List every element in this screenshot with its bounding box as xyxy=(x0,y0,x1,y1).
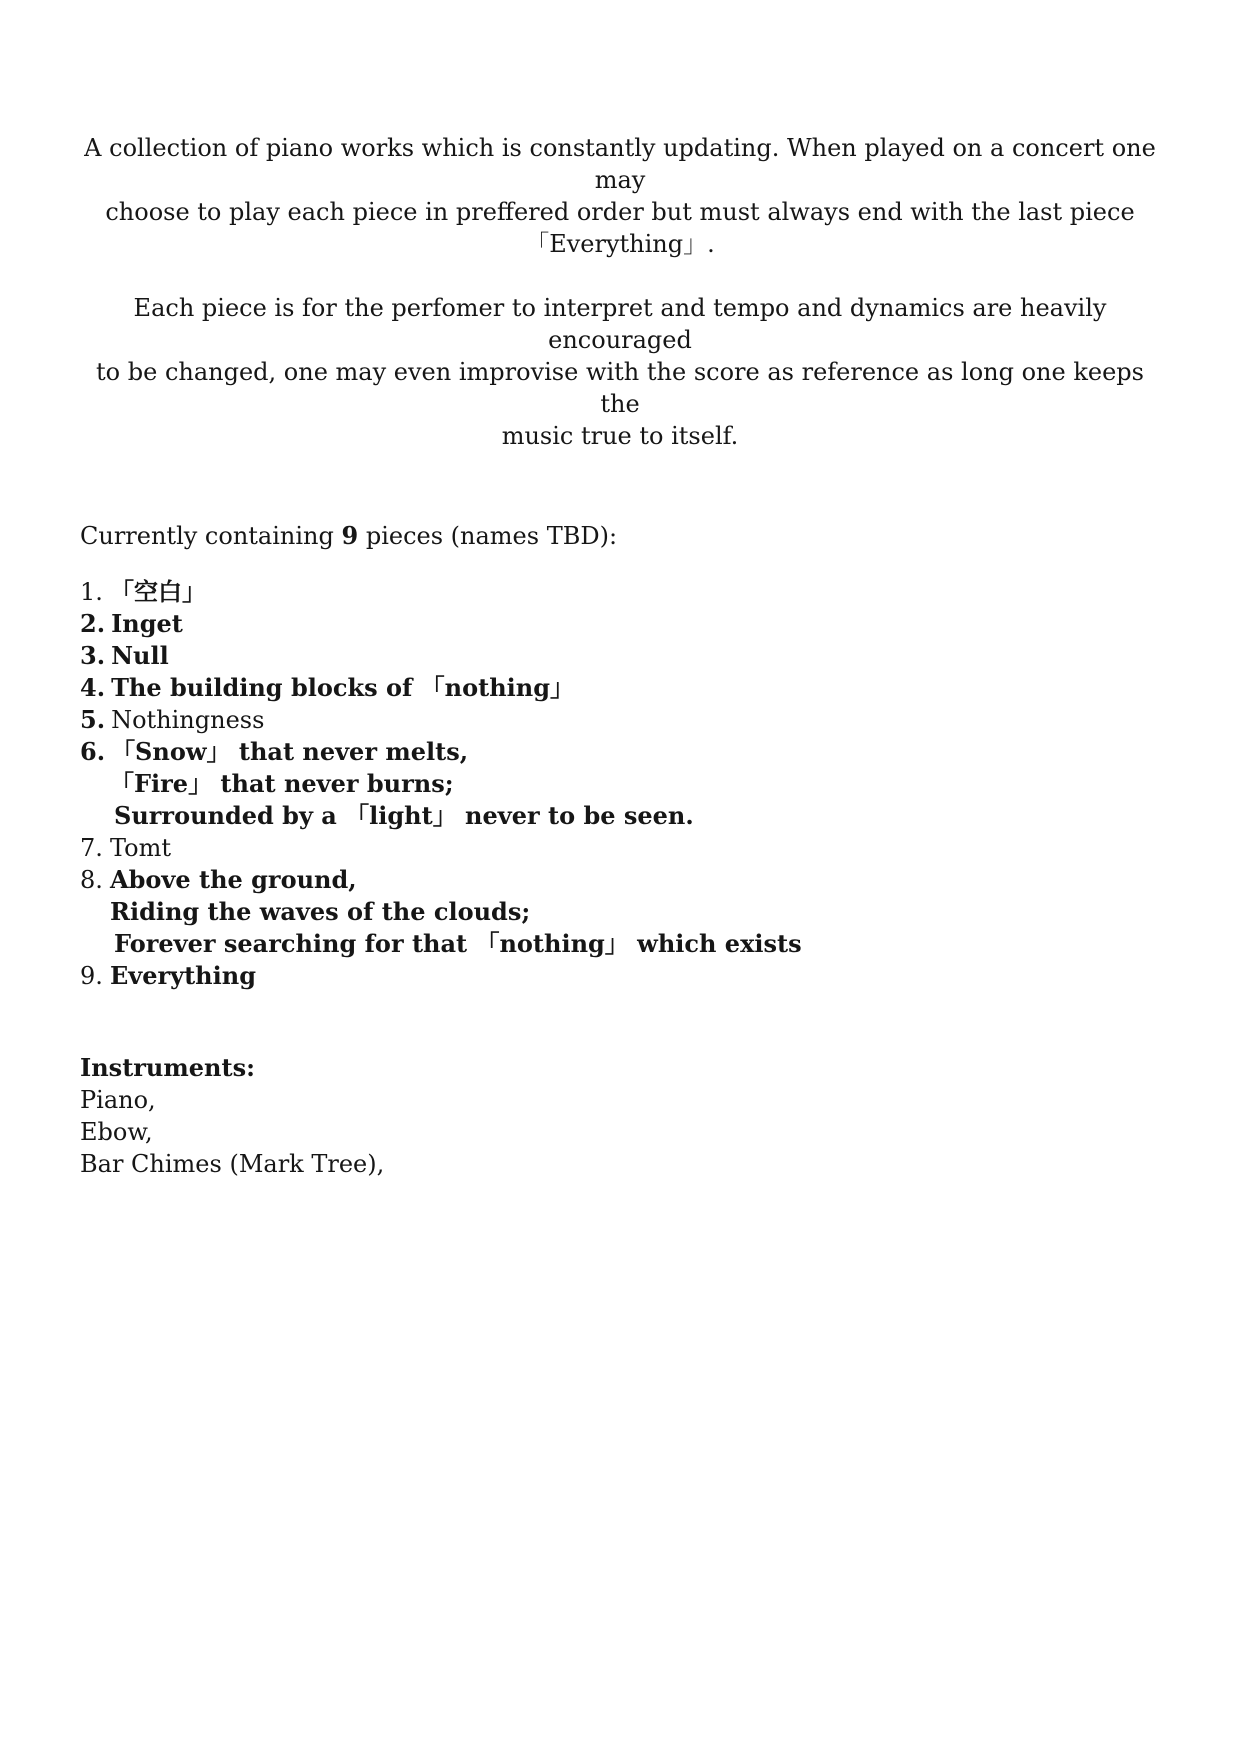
intro-line: choose to play each piece in preffered order but must always end with the last piece xyxy=(105,198,1135,226)
instruments-heading: Instruments: xyxy=(80,1053,255,1082)
piece-title: Inget xyxy=(111,609,183,638)
piece-line xyxy=(80,800,1160,832)
piece-number: 3. xyxy=(80,641,106,670)
piece-item xyxy=(80,832,1160,864)
piece-item xyxy=(80,864,1160,960)
piece-item xyxy=(80,608,1160,640)
piece-number: 6. xyxy=(80,737,106,766)
piece-number: 2. xyxy=(80,609,106,638)
piece-line xyxy=(80,672,1160,704)
piece-title-continuation: Surrounded by a 「light」 never to be seen. xyxy=(114,801,694,830)
performance-note-line: to be changed, one may even improvise with the score as reference as long one keeps the xyxy=(96,358,1144,418)
piece-count-line xyxy=(80,520,1160,552)
piece-line xyxy=(80,832,1160,864)
piece-number: 1. xyxy=(80,578,103,606)
instruments-section xyxy=(80,1052,1160,1180)
piece-title-continuation: Forever searching for that 「nothing」 which exists xyxy=(114,929,802,958)
piece-number: 7. xyxy=(80,834,103,862)
piece-number: 5. xyxy=(80,705,106,734)
piece-item xyxy=(80,640,1160,672)
piece-title: 「Snow」 that never melts, xyxy=(111,737,469,766)
piece-title: Above the ground, xyxy=(110,865,357,894)
intro-line: A collection of piano works which is constantly updating. When played on a concert one may xyxy=(84,134,1156,194)
piece-line xyxy=(80,864,1160,896)
piece-line xyxy=(80,768,1160,800)
piece-title: The building blocks of 「nothing」 xyxy=(111,673,574,702)
piece-line xyxy=(80,896,1160,928)
pieces-list xyxy=(80,576,1160,992)
piece-line xyxy=(80,704,1160,736)
piece-title: Null xyxy=(111,641,169,670)
instrument-item: Piano, xyxy=(80,1086,156,1114)
piece-title-continuation: Riding the waves of the clouds; xyxy=(110,897,531,926)
instruments-spacer xyxy=(80,992,1160,1052)
piece-item xyxy=(80,672,1160,704)
piece-line xyxy=(80,928,1160,960)
piece-count-prefix: Currently containing xyxy=(80,522,342,550)
piece-count-number: 9 xyxy=(341,521,359,550)
performance-note-line: music true to itself. xyxy=(501,422,739,450)
piece-line xyxy=(80,640,1160,672)
piece-line xyxy=(80,960,1160,992)
intro-paragraph xyxy=(80,132,1160,260)
piece-number: 9. xyxy=(80,962,103,990)
piece-line xyxy=(80,608,1160,640)
section-spacer xyxy=(80,452,1160,520)
piece-item xyxy=(80,736,1160,832)
piece-title: Tomt xyxy=(110,834,171,862)
piece-title: Everything xyxy=(110,961,256,990)
performance-note-paragraph xyxy=(80,292,1160,452)
list-spacer xyxy=(80,552,1160,576)
piece-item xyxy=(80,960,1160,992)
piece-title: Nothingness xyxy=(111,706,265,734)
instrument-item: Bar Chimes (Mark Tree), xyxy=(80,1150,385,1178)
piece-item xyxy=(80,576,1160,608)
piece-count-suffix: pieces (names TBD): xyxy=(358,522,618,550)
piece-title: 「空白」 xyxy=(110,577,206,606)
piece-title-continuation: 「Fire」 that never burns; xyxy=(110,769,454,798)
paragraph-spacer xyxy=(80,260,1160,292)
piece-item xyxy=(80,704,1160,736)
intro-line: 「Everything」. xyxy=(525,230,715,258)
performance-note-line: Each piece is for the perfomer to interpret and tempo and dynamics are heavily encouraged xyxy=(133,294,1107,354)
instruments-items xyxy=(80,1084,1160,1180)
piece-number: 8. xyxy=(80,866,103,894)
instrument-item: Ebow, xyxy=(80,1118,153,1146)
piece-number: 4. xyxy=(80,673,106,702)
piece-line xyxy=(80,576,1160,608)
piece-line xyxy=(80,736,1160,768)
